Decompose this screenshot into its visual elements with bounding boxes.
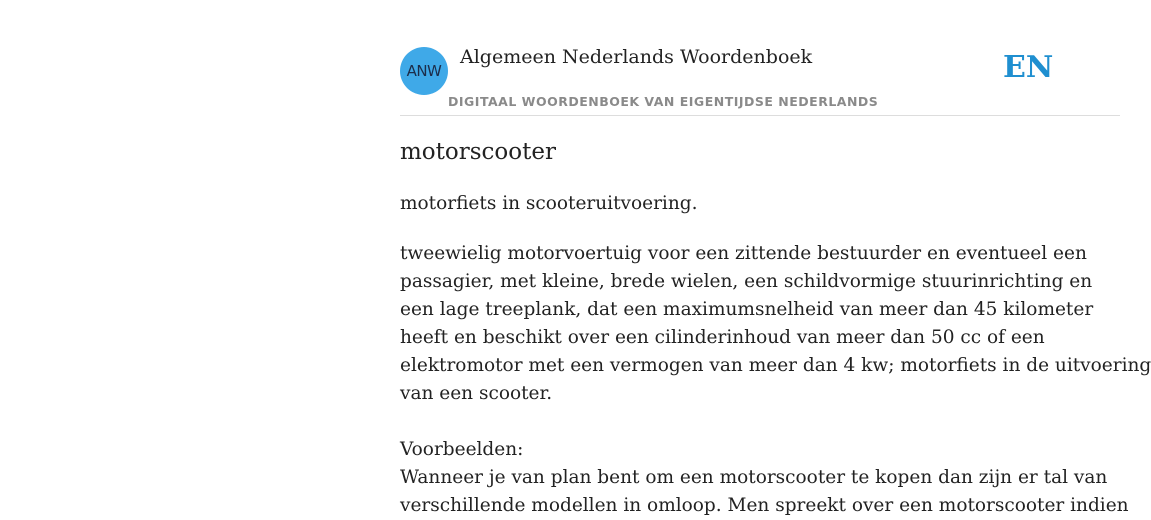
definition-line: elektromotor met een vermogen van meer dan 4 kw; motorfiets in de uitvoering [400,355,1151,376]
site-subtitle: DIGITAAL WOORDENBOEK VAN EIGENTIJDSE NEDERLANDS [448,94,879,109]
examples-section [400,436,1129,520]
definition-line: tweewielig motorvoertuig voor een zittende bestuurder en eventueel een [400,243,1087,264]
short-definition: motorfiets in scooteruitvoering. [400,193,698,214]
headword: motorscooter [400,139,556,165]
example-line: Wanneer je van plan bent om een motorscooter te kopen dan zijn er tal van [400,467,1108,488]
examples-label: Voorbeelden: [400,439,524,460]
definition-line: passagier, met kleine, brede wielen, een schildvormige stuurinrichting en [400,271,1093,292]
long-definition [400,240,1151,408]
definition-line: heeft en beschikt over een cilinderinhoud van meer dan 50 cc of een [400,327,1045,348]
logo-text: ANW [406,62,442,80]
example-line: verschillende modellen in omloop. Men spreekt over een motorscooter indien [400,495,1129,516]
anw-logo[interactable] [400,47,448,95]
site-title[interactable]: Algemeen Nederlands Woordenboek [460,46,813,68]
language-switch-link[interactable]: EN [1003,50,1054,85]
header-divider [400,115,1120,116]
dictionary-page [400,0,1151,516]
definition-line: een lage treeplank, dat een maximumsnelheid van meer dan 45 kilometer [400,299,1094,320]
definition-line: van een scooter. [400,383,553,404]
